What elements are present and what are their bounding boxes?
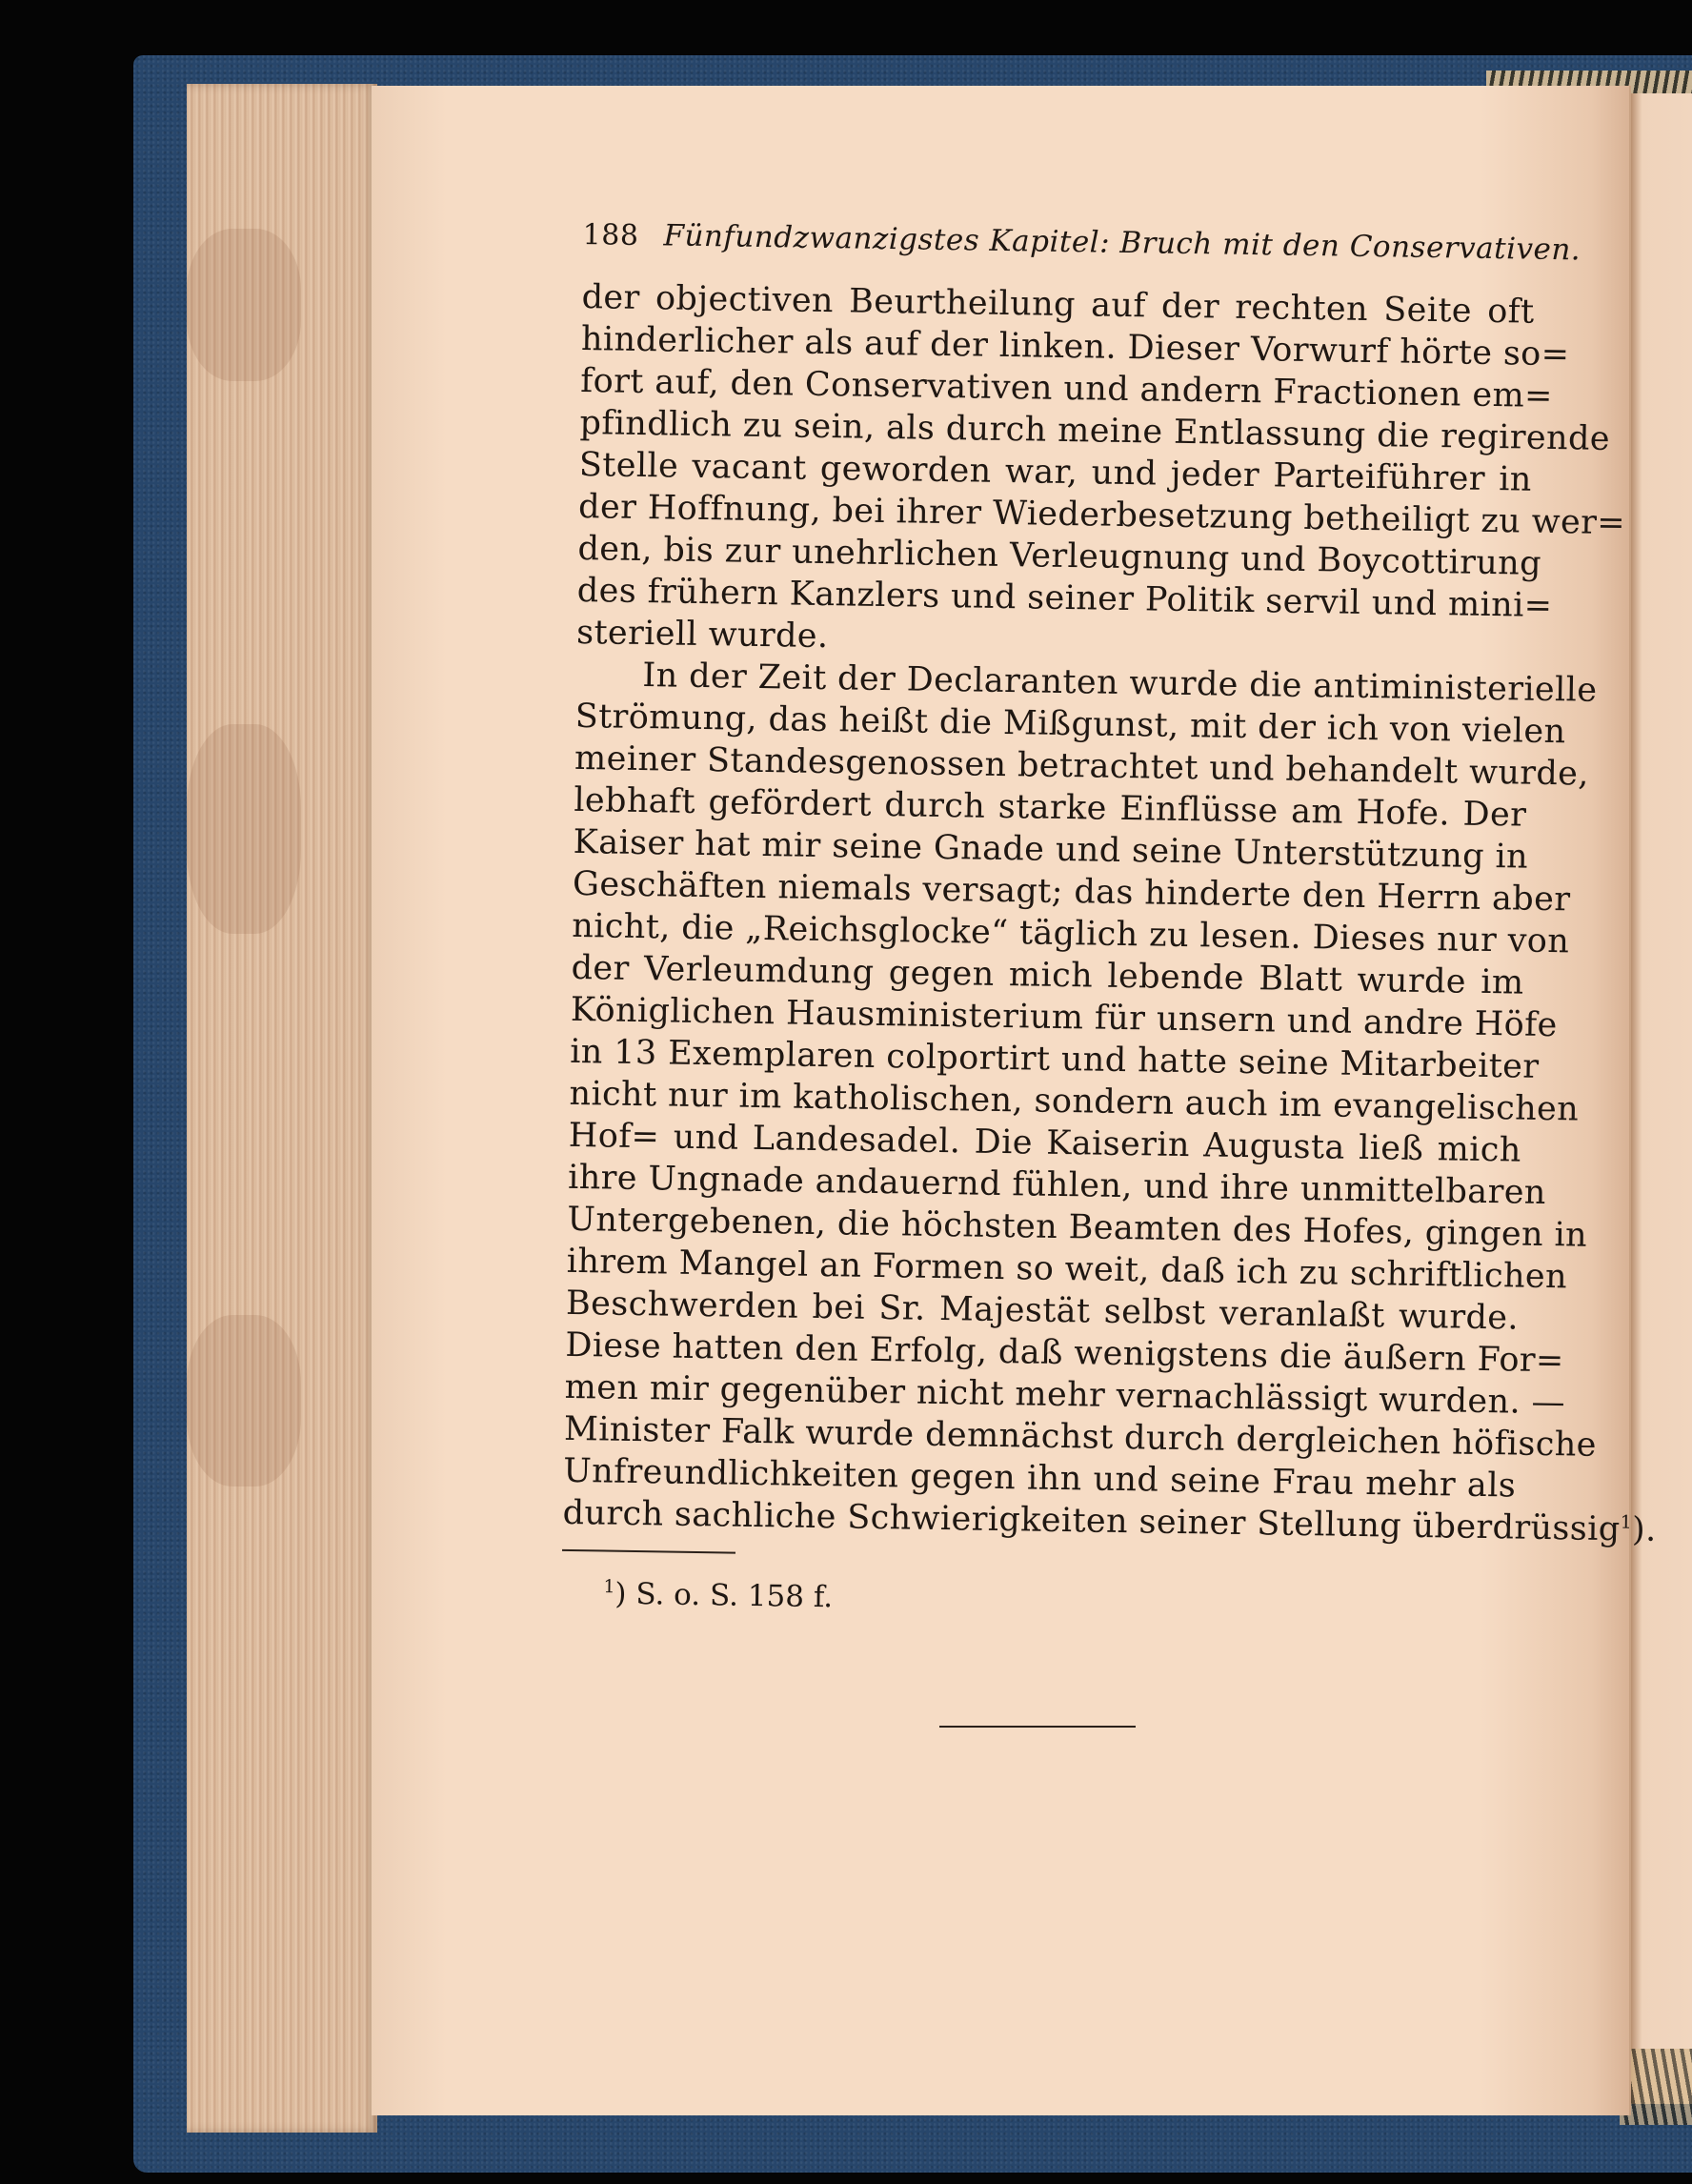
page-number: 188 (582, 217, 639, 253)
text-line: Strömung, das heißt die Mißgunst, mit der ich von vielen (574, 697, 1566, 752)
chapter-end-rule (939, 1726, 1136, 1728)
edge-stain (187, 1315, 301, 1486)
text-line: der Verleumdung gegen mich lebende Blatt wurde im (571, 948, 1524, 1002)
text-line: Diese hatten den Erfolg, daß wenigstens die äußern For= (565, 1325, 1565, 1381)
text-line: Minister Falk wurde demnächst durch dergleichen höfische (563, 1409, 1598, 1465)
paragraph-1 (575, 276, 1626, 669)
text-line: Kaiser hat mir seine Gnade und seine Unterstützung in (573, 822, 1529, 877)
edge-stain (187, 724, 301, 934)
text-line: ihrem Mangel an Formen so weit, daß ich zu schriftlichen (566, 1242, 1568, 1297)
text-line: in 13 Exemplaren colportirt und hatte seine Mitarbeiter (569, 1032, 1540, 1086)
text-line: der objectiven Beurtheilung auf der rechten Seite oft (581, 277, 1535, 332)
text-line: Königlichen Hausministerium für unsern und andre Höfe (570, 990, 1558, 1045)
next-page-edge (1631, 93, 1692, 2104)
text-line: In der Zeit der Declaranten wurde die antiministerielle (642, 657, 1598, 710)
text-line: lebhaft gefördert durch starke Einflüsse am Hofe. Der (574, 780, 1527, 835)
text-line: steriell wurde. (575, 613, 829, 657)
text-line: den, bis zur unehrlichen Verleugnung und Boycottirung (577, 529, 1542, 583)
text-line: Untergebenen, die höchsten Beamten des Hofes, gingen in (567, 1200, 1588, 1255)
footnote-marker: 1 (1620, 1511, 1633, 1533)
footnote-rule (562, 1549, 735, 1554)
text-line: pfindlich zu sein, als durch meine Entlassung die regirende (579, 403, 1611, 458)
text-line: ihre Ungnade andauernd fühlen, und ihre unmittelbaren (567, 1158, 1547, 1213)
text-line: fort auf, den Conservativen und andern Fractionen em= (579, 361, 1554, 416)
binding-tailband (1620, 2049, 1692, 2125)
text-line: Stelle vacant geworden war, und jeder Parteiführer in (578, 445, 1533, 499)
text-line: meiner Standesgenossen betrachtet und behandelt wurde, (574, 738, 1590, 794)
last-line-end: ). (1631, 1510, 1657, 1549)
text-line: nicht nur im katholischen, sondern auch im evangelischen (569, 1074, 1580, 1129)
text-line: Unfreundlichkeiten gegen ihn und seine Frau mehr als (563, 1451, 1517, 1506)
text-line: Geschäften niemals versagt; das hinderte den Herrn aber (572, 864, 1571, 920)
page-text (561, 217, 1657, 1628)
paragraph-2 (563, 654, 1598, 1507)
footnote-text: ) S. o. S. 158 f. (614, 1576, 834, 1615)
text-line: Beschwerden bei Sr. Majestät selbst veranlaßt wurde. (565, 1284, 1520, 1338)
text-line: nicht, die „Reichsglocke“ täglich zu lesen. Dieses nur von (571, 906, 1570, 961)
text-line: hinderlicher als auf der linken. Dieser Vorwurf hörte so= (580, 319, 1570, 374)
text-line: Hof= und Landesadel. Die Kaiserin Augusta ließ mich (568, 1116, 1522, 1170)
edge-stain (187, 229, 301, 381)
text-line: des frühern Kanzlers und seiner Politik servil und mini= (576, 571, 1553, 626)
text-line: men mir gegenüber nicht mehr vernachlässigt wurden. — (564, 1367, 1566, 1423)
footnote-number: 1 (603, 1576, 615, 1598)
text-line: der Hoffnung, bei ihrer Wiederbesetzung betheiligt zu wer= (577, 487, 1626, 543)
last-line-text: durch sachliche Schwierigkeiten seiner Stellung überdrüssig (562, 1493, 1621, 1549)
page-edges (187, 84, 377, 2133)
running-title: Fünfundzwanzigstes Kapitel: Bruch mit den Conservativen. (663, 218, 1581, 268)
